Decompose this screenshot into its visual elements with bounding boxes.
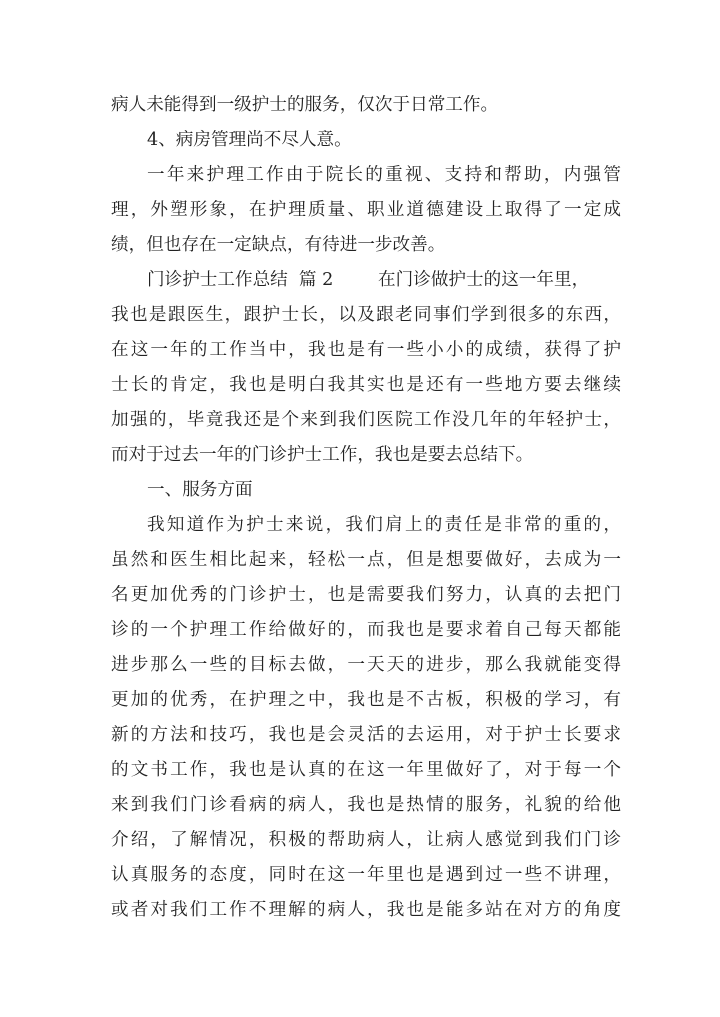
- text-line: 名更加优秀的门诊护士，也是需要我们努力，认真的去把门: [111, 585, 621, 605]
- text-line: 理，外塑形象，在护理质量、职业道德建设上取得了一定成: [111, 200, 621, 220]
- text-line: 来到我们门诊看病的病人，我也是热情的服务，礼貌的给他: [111, 795, 621, 815]
- document-body: [111, 88, 621, 928]
- text-line: 诊的一个护理工作给做好的，而我也是要求着自己每天都能: [111, 620, 621, 640]
- text-line: 虽然和医生相比起来，轻松一点，但是想要做好，去成为一: [111, 550, 621, 570]
- text-line: 士长的肯定，我也是明白我其实也是还有一些地方要去继续: [111, 375, 621, 395]
- text-line: 门诊护士工作总结 篇 2 在门诊做护士的这一年里，: [147, 270, 590, 290]
- text-line: 病人未能得到一级护士的服务，仅次于日常工作。: [111, 95, 499, 115]
- text-line: 介绍，了解情况，积极的帮助病人，让病人感觉到我们门诊: [111, 830, 621, 850]
- text-line: 一年来护理工作由于院长的重视、支持和帮助，内强管: [147, 165, 621, 185]
- text-line: 的文书工作，我也是认真的在这一年里做好了，对于每一个: [111, 760, 621, 780]
- text-line: 进步那么一些的目标去做，一天天的进步，那么我就能变得: [111, 655, 621, 675]
- text-line: 我知道作为护士来说，我们肩上的责任是非常的重的，: [147, 515, 621, 535]
- text-line: 绩，但也存在一定缺点，有待进一步改善。: [111, 235, 446, 255]
- section-heading: 一、服务方面: [147, 480, 253, 500]
- text-line: 我也是跟医生，跟护士长，以及跟老同事们学到很多的东西，: [111, 305, 621, 325]
- text-line: 在这一年的工作当中，我也是有一些小小的成绩，获得了护: [111, 340, 621, 360]
- text-line: 加强的，毕竟我还是个来到我们医院工作没几年的年轻护士，: [111, 410, 621, 430]
- text-line: 4、病房管理尚不尽人意。: [147, 130, 352, 150]
- text-line: 更加的优秀，在护理之中，我也是不古板，积极的学习，有: [111, 690, 621, 710]
- text-line: 新的方法和技巧，我也是会灵活的去运用，对于护士长要求: [111, 725, 621, 745]
- text-line: 而对于过去一年的门诊护士工作，我也是要去总结下。: [111, 445, 534, 465]
- text-line: 认真服务的态度，同时在这一年里也是遇到过一些不讲理，: [111, 865, 621, 885]
- text-line: 或者对我们工作不理解的病人，我也是能多站在对方的角度: [111, 900, 621, 920]
